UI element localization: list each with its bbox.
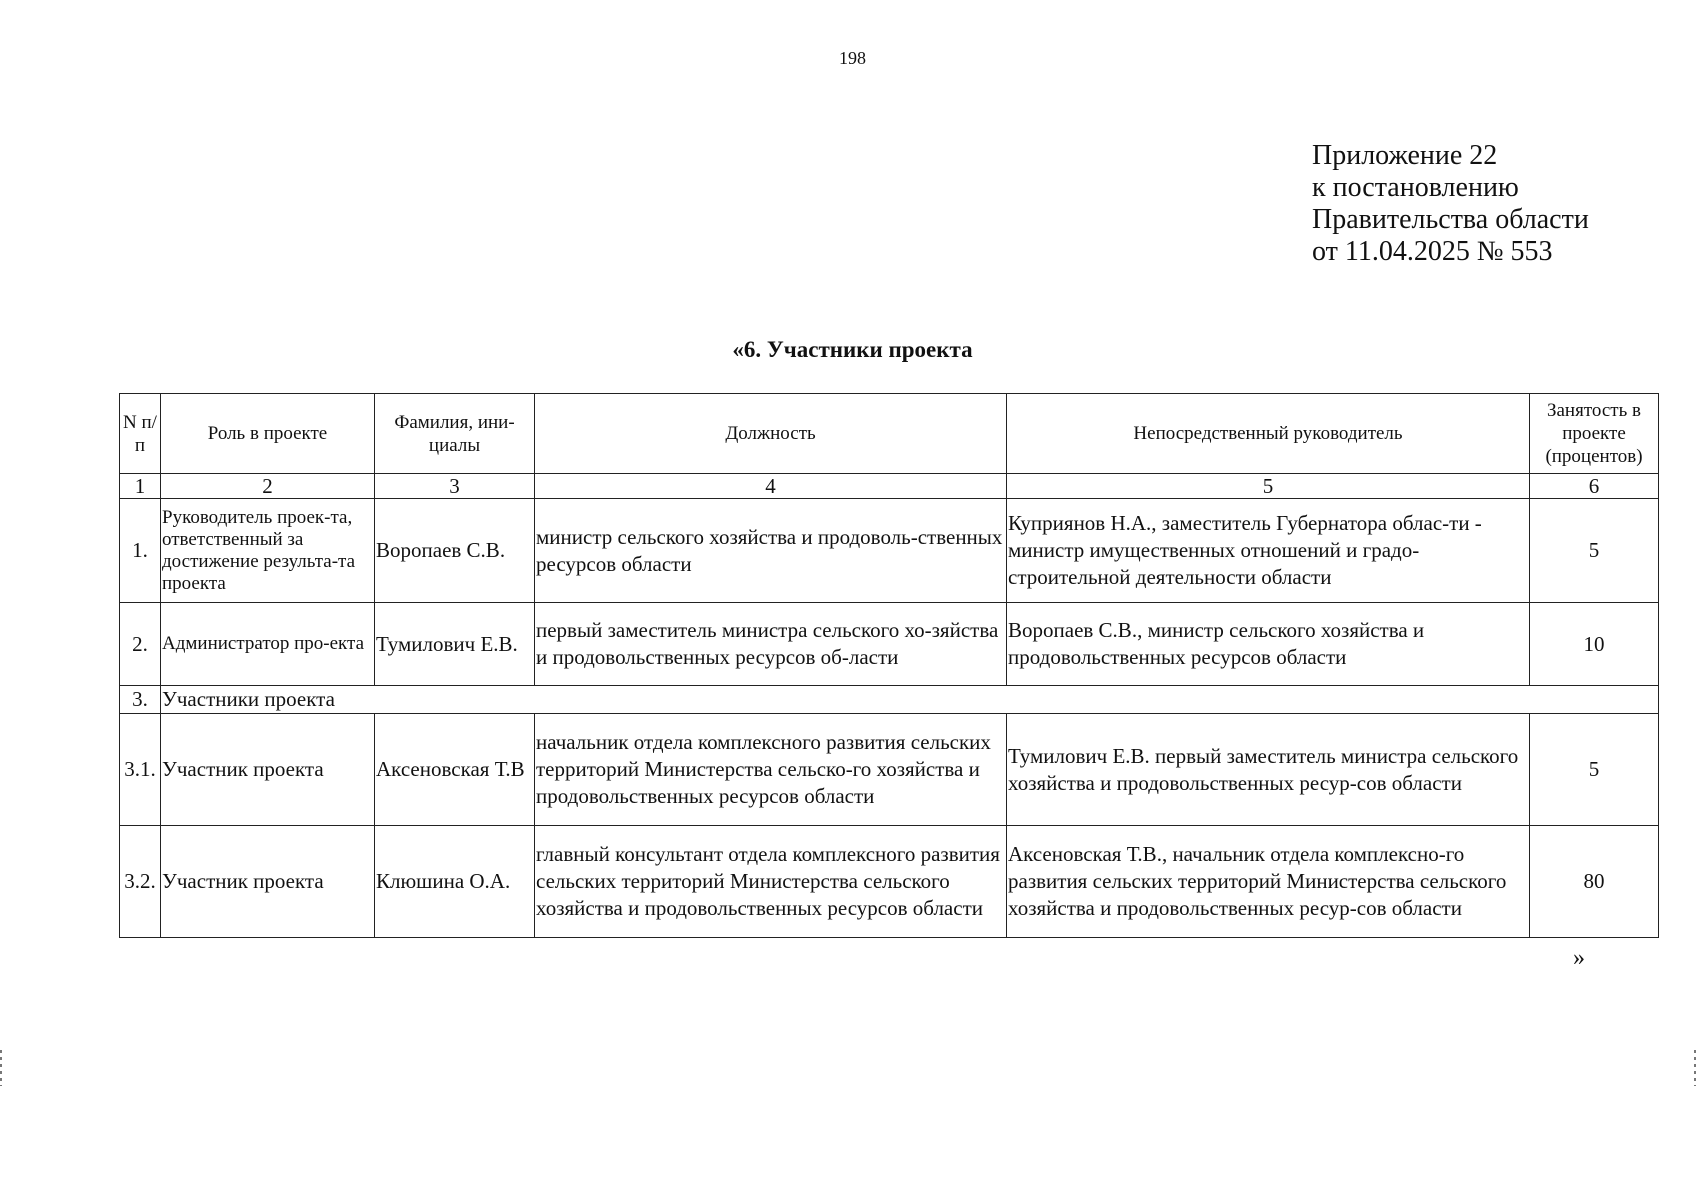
- header-employment: Занятость в проекте (процентов): [1530, 394, 1659, 474]
- column-number: 2: [161, 474, 375, 499]
- row-num: 3.2.: [120, 826, 161, 938]
- appendix-line-1: Приложение 22: [1312, 140, 1498, 171]
- row-num: 1.: [120, 499, 161, 603]
- table-row: [120, 603, 1659, 686]
- row-name: Воропаев С.В.: [375, 499, 535, 603]
- row-name: Аксеновская Т.В: [375, 714, 535, 826]
- appendix-line-4: от 11.04.2025 № 553: [1312, 236, 1553, 267]
- section-title: «6. Участники проекта: [732, 337, 973, 362]
- row-num: 3.1.: [120, 714, 161, 826]
- table-row: [120, 826, 1659, 938]
- participants-table: [119, 393, 1659, 938]
- row-supervisor: Аксеновская Т.В., начальник отдела комплексно-го развития сельских территорий Министерства сельского хозяйства и продовольственных ресур-сов области: [1007, 826, 1530, 938]
- page-number: 198: [839, 48, 866, 68]
- header-num: N п/п: [120, 394, 161, 474]
- row-role: Руководитель проек-та, ответственный за достижение результа-та проекта: [161, 499, 375, 603]
- header-role: Роль в проекте: [161, 394, 375, 474]
- row-supervisor: Куприянов Н.А., заместитель Губернатора облас-ти - министр имущественных отношений и градо-строительной деятельности области: [1007, 499, 1530, 603]
- header-name: Фамилия, ини-циалы: [375, 394, 535, 474]
- row-num: 2.: [120, 603, 161, 686]
- row-employment: 80: [1530, 826, 1659, 938]
- row-role: Участник проекта: [161, 826, 375, 938]
- closing-quote: »: [1573, 945, 1585, 971]
- appendix-line-2: к постановлению: [1312, 172, 1519, 203]
- row-position: главный консультант отдела комплексного развития сельских территорий Министерства сельского хозяйства и продовольственных ресурсов области: [535, 826, 1007, 938]
- row-position: начальник отдела комплексного развития сельских территорий Министерства сельско-го хозяйства и продовольственных ресурсов области: [535, 714, 1007, 826]
- column-number: 6: [1530, 474, 1659, 499]
- row-name: Клюшина О.А.: [375, 826, 535, 938]
- column-number: 3: [375, 474, 535, 499]
- column-number: 1: [120, 474, 161, 499]
- appendix-line-3: Правительства области: [1312, 204, 1589, 235]
- row-supervisor: Воропаев С.В., министр сельского хозяйства и продовольственных ресурсов области: [1007, 603, 1530, 686]
- group-label: Участники проекта: [161, 686, 1659, 714]
- table-row: [120, 714, 1659, 826]
- row-name: Тумилович Е.В.: [375, 603, 535, 686]
- row-position: первый заместитель министра сельского хо-зяйства и продовольственных ресурсов об-ласти: [535, 603, 1007, 686]
- table-row: [120, 499, 1659, 603]
- column-number: 4: [535, 474, 1007, 499]
- appendix-block: [1312, 140, 1589, 268]
- row-role: Участник проекта: [161, 714, 375, 826]
- column-number: 5: [1007, 474, 1530, 499]
- scan-edge-mark-left: [0, 1050, 2, 1086]
- row-employment: 10: [1530, 603, 1659, 686]
- header-position: Должность: [535, 394, 1007, 474]
- scan-edge-mark-right: [1694, 1050, 1696, 1086]
- row-role: Администратор про-екта: [161, 603, 375, 686]
- header-supervisor: Непосредственный руководитель: [1007, 394, 1530, 474]
- table-group-row: [120, 686, 1659, 714]
- row-position: министр сельского хозяйства и продоволь-ственных ресурсов области: [535, 499, 1007, 603]
- table-header-row: [120, 394, 1659, 474]
- column-number-row: [120, 474, 1659, 499]
- row-supervisor: Тумилович Е.В. первый заместитель министра сельского хозяйства и продовольственных ресур-сов области: [1007, 714, 1530, 826]
- row-employment: 5: [1530, 499, 1659, 603]
- group-num: 3.: [120, 686, 161, 714]
- row-employment: 5: [1530, 714, 1659, 826]
